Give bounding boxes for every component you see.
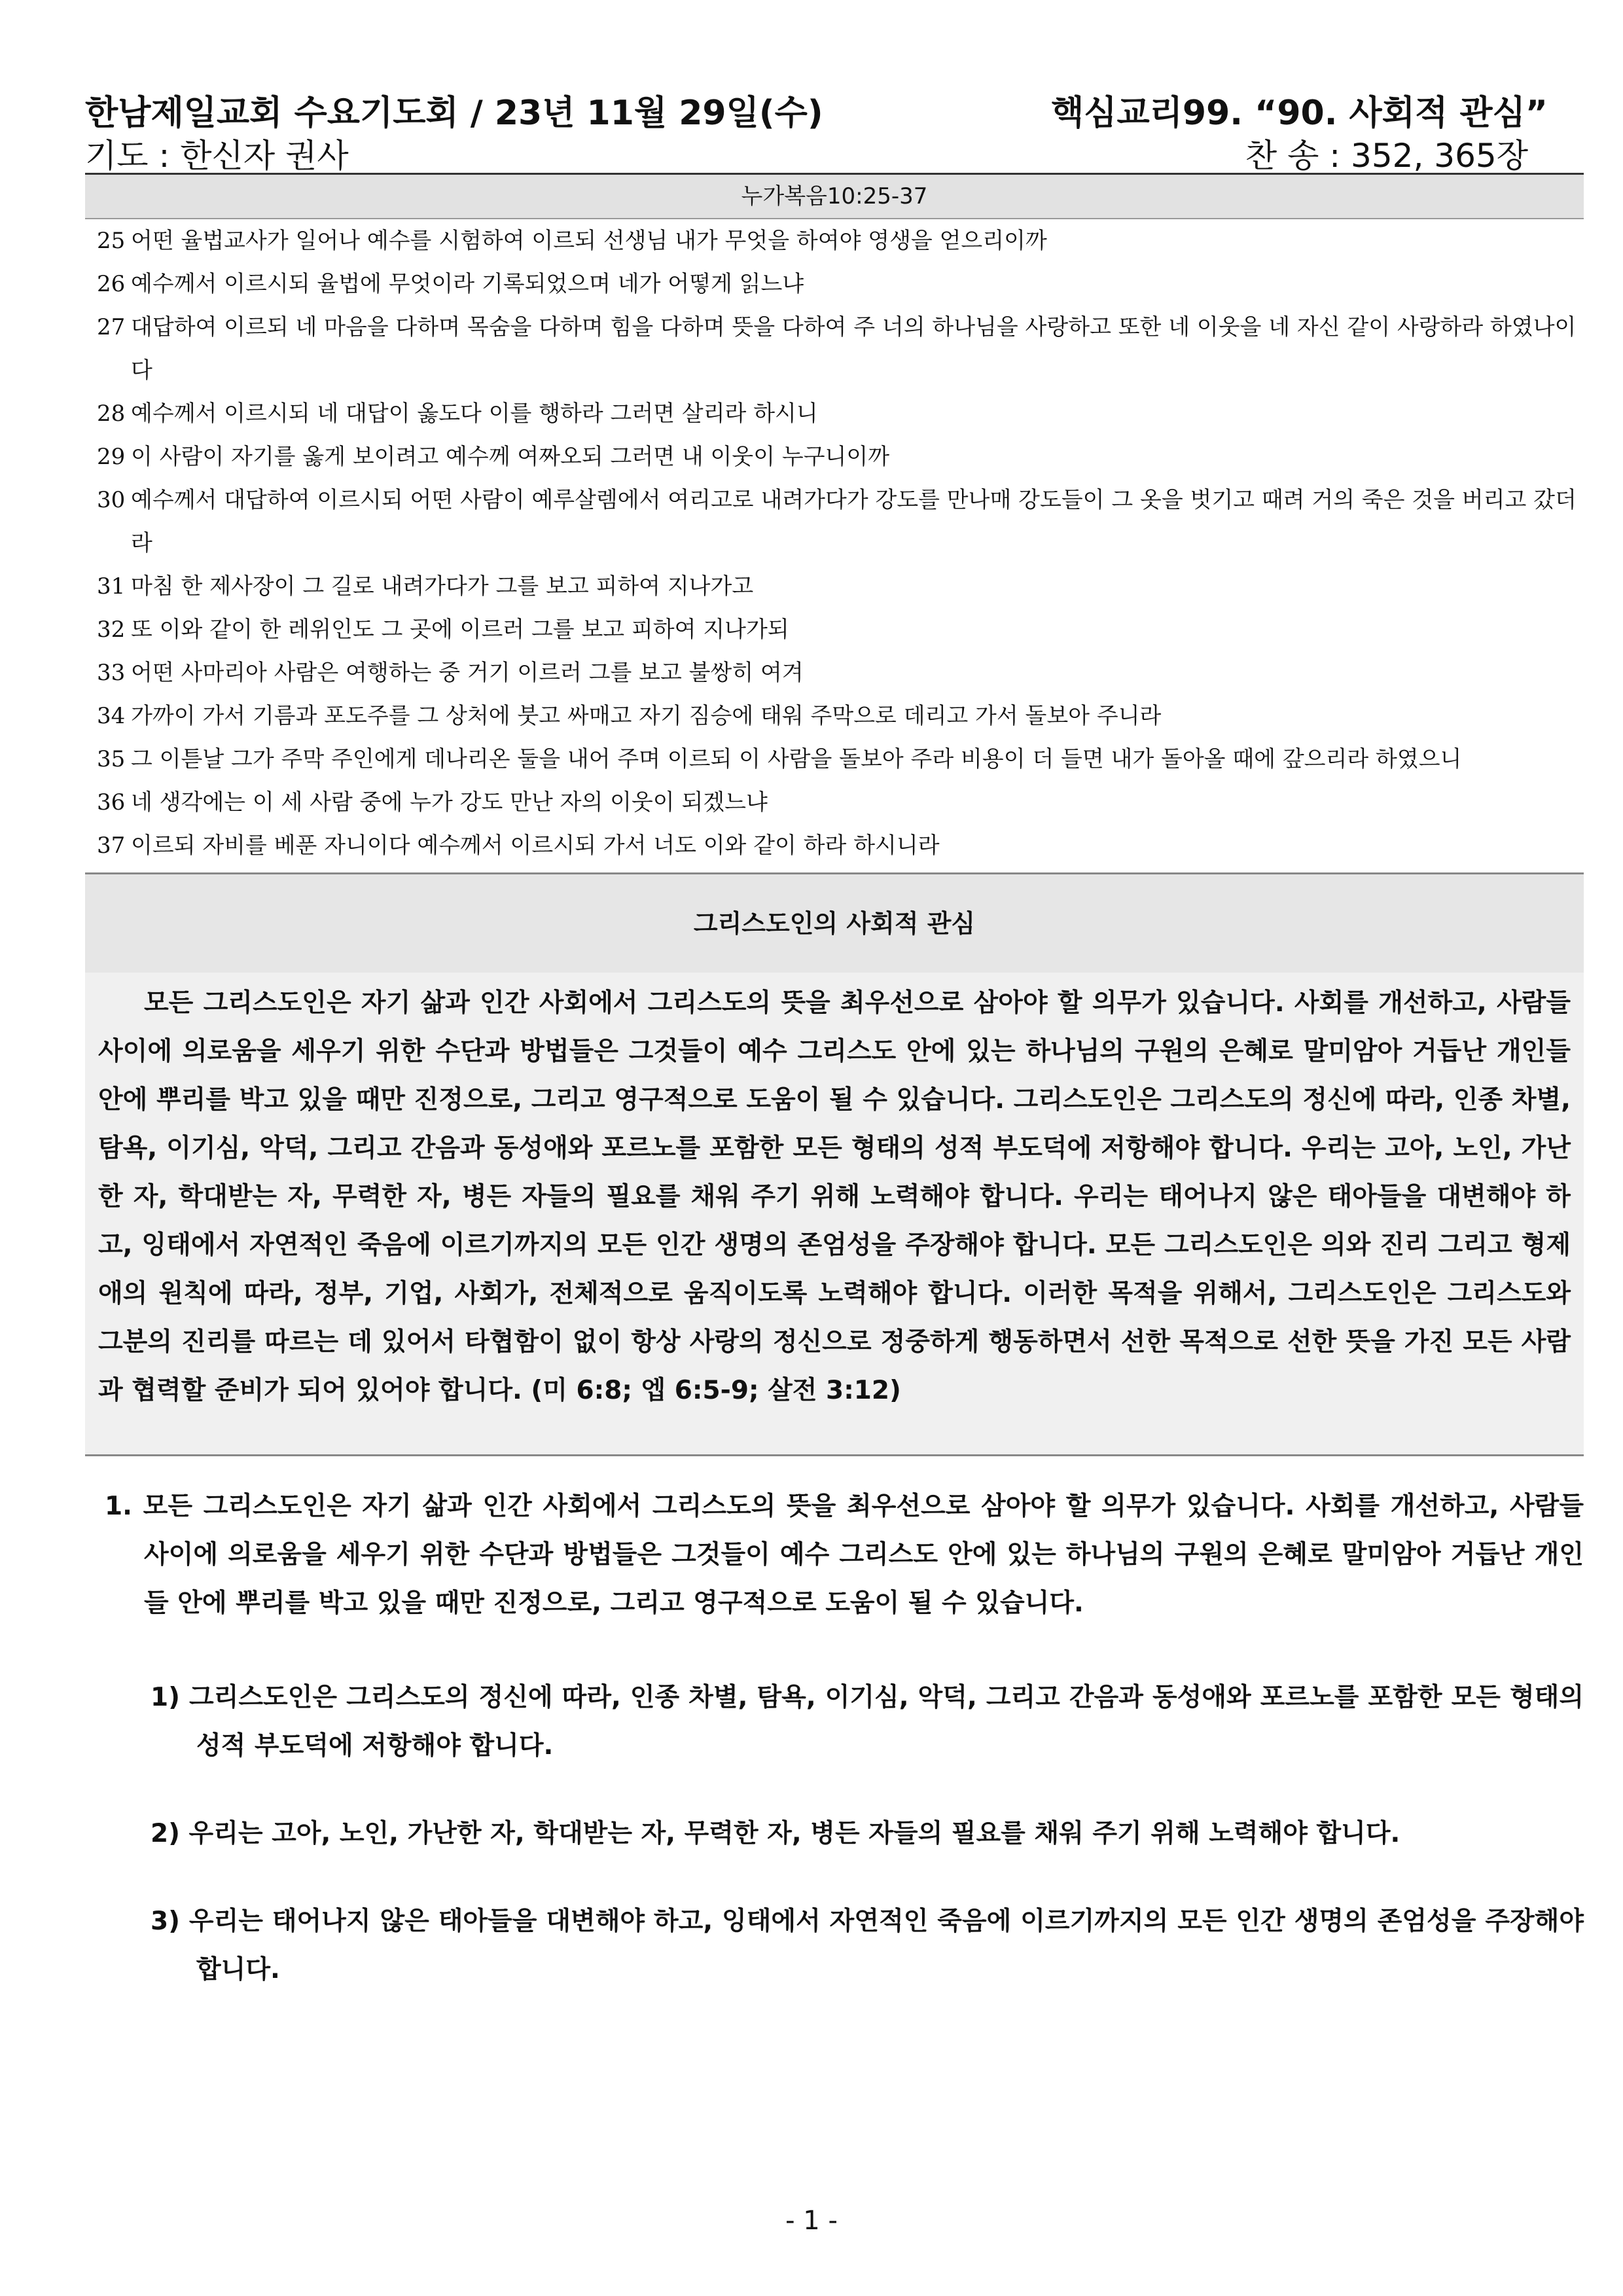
verse	[97, 824, 1584, 867]
verse-number: 28	[97, 401, 126, 427]
section-title: 그리스도인의 사회적 관심	[85, 872, 1584, 973]
verse-text: 이 사람이 자기를 옳게 보이려고 예수께 여짜오되 그러면 내 이웃이 누구니이까	[131, 444, 890, 470]
verse-text: 이르되 자비를 베푼 자니이다 예수께서 이르시되 가서 너도 이와 같이 하라 하시니라	[131, 833, 940, 859]
verse-number: 36	[97, 789, 126, 816]
verse-text: 어떤 율법교사가 일어나 예수를 시험하여 이르되 선생님 내가 무엇을 하여야 영생을 얻으리이까	[131, 228, 1047, 254]
verse	[97, 219, 1584, 262]
verse-text: 또 이와 같이 한 레위인도 그 곳에 이르러 그를 보고 피하여 지나가되	[131, 617, 789, 643]
verse-text: 예수께서 이르시되 율법에 무엇이라 기록되었으며 네가 어떻게 읽느냐	[131, 271, 804, 297]
section-body: 모든 그리스도인은 자기 삶과 인간 사회에서 그리스도의 뜻을 최우선으로 삼아야 할 의무가 있습니다. 사회를 개선하고, 사람들 사이에 의로움을 세우기 위한 수단과 방법들은 그것들이 예수 그리스도 안에 있는 하나님의 구원의 은혜로 말미암아 거듭난 개인들 안에 뿌리를 박고 있을 때만 진정으로, 그리고 영구적으로 도움이 될 수 있습니다. 그리스도인은 그리스도의 정신에 따라, 인종 차별, 탐욕, 이기심, 악덕, 그리고 간음과 동성애와 포르노를 포함한 모든 형태의 성적 부도덕에 저항해야 합니다. 우리는 고아, 노인, 가난한 자, 학대받는 자, 무력한 자, 병든 자들의 필요를 채워 주기 위해 노력해야 합니다. 우리는 태어나지 않은 태아들을 대변해야 하고, 잉태에서 자연적인 죽음에 이르기까지의 모든 인간 생명의 존엄성을 주장해야 합니다. 모든 그리스도인은 의와 진리 그리고 형제애의 원칙에 따라, 정부, 기업, 사회가, 전체적으로 움직이도록 노력해야 합니다. 이러한 목적을 위해서, 그리스도인은 그리스도와 그분의 진리를 따르는 데 있어서 타협함이 없이 항상 사랑의 정신으로 정중하게 행동하면서 선한 목적으로 선한 뜻을 가진 모든 사람과 협력할 준비가 되어 있어야 합니다. (미 6:8; 엡 6:5-9; 살전 3:12)	[85, 973, 1584, 1456]
verse-number: 33	[97, 660, 126, 686]
hymn-numbers: 찬 송 : 352, 365장	[1245, 137, 1528, 175]
outline-subitem	[85, 1897, 1584, 1994]
verse-text: 예수께서 대답하여 이르시되 어떤 사람이 예루살렘에서 여리고로 내려가다가 강도를 만나매 강도들이 그 옷을 벗기고 때려 거의 죽은 것을 버리고 갔더라	[131, 487, 1577, 556]
outline-item	[85, 1482, 1584, 1628]
outline-subitem-number: 2)	[151, 1819, 180, 1848]
verse-number: 26	[97, 271, 126, 297]
verse	[97, 306, 1584, 392]
outline-subitem-text: 우리는 태어나지 않은 태아들을 대변해야 하고, 잉태에서 자연적인 죽음에 이르기까지의 모든 인간 생명의 존엄성을 주장해야 합니다.	[188, 1907, 1584, 1984]
verse	[97, 478, 1584, 565]
verse-text: 예수께서 이르시되 네 대답이 옳도다 이를 행하라 그러면 살리라 하시니	[131, 401, 818, 427]
doctrine-title: 핵심교리99. “90. 사회적 관심”	[1051, 94, 1548, 133]
outline-subitem-text: 그리스도인은 그리스도의 정신에 따라, 인종 차별, 탐욕, 이기심, 악덕, 그리고 간음과 동성애와 포르노를 포함한 모든 형태의 성적 부도덕에 저항해야 합니다.	[189, 1683, 1584, 1761]
verse	[97, 781, 1584, 824]
verse-text: 그 이튿날 그가 주막 주인에게 데나리온 둘을 내어 주며 이르되 이 사람을 돌보아 주라 비용이 더 들면 내가 돌아올 때에 갚으리라 하였으니	[131, 746, 1462, 772]
verse-text: 네 생각에는 이 세 사람 중에 누가 강도 만난 자의 이웃이 되겠느냐	[131, 789, 768, 816]
verse	[97, 738, 1584, 781]
verse	[97, 694, 1584, 738]
verse	[97, 392, 1584, 435]
page-number: - 1 -	[785, 2206, 838, 2236]
outline-subitem-number: 3)	[151, 1907, 180, 1936]
verse-text: 어떤 사마리아 사람은 여행하는 중 거기 이르러 그를 보고 불쌍히 여겨	[131, 660, 804, 686]
prayer-leader: 기도 : 한신자 권사	[85, 137, 349, 175]
verse-number: 32	[97, 617, 126, 643]
outline-subitem	[85, 1810, 1584, 1858]
document-page	[85, 85, 1584, 1994]
header-title-row	[85, 85, 1584, 132]
verse-number: 27	[97, 314, 126, 340]
verse	[97, 608, 1584, 651]
verse	[97, 651, 1584, 694]
verse	[97, 565, 1584, 608]
verse-number: 35	[97, 746, 126, 772]
verse-text: 가까이 가서 기름과 포도주를 그 상처에 붓고 싸매고 자기 짐승에 태워 주막으로 데리고 가서 돌보아 주니라	[131, 703, 1162, 729]
verse	[97, 262, 1584, 306]
verse-number: 25	[97, 228, 126, 254]
scripture-verses	[85, 219, 1584, 867]
outline-item-text: 모든 그리스도인은 자기 삶과 인간 사회에서 그리스도의 뜻을 최우선으로 삼아야 할 의무가 있습니다. 사회를 개선하고, 사람들 사이에 의로움을 세우기 위한 수단과 방법들은 그것들이 예수 그리스도 안에 있는 하나님의 구원의 은혜로 말미암아 거듭난 개인들 안에 뿌리를 박고 있을 때만 진정으로, 그리고 영구적으로 도움이 될 수 있습니다.	[143, 1492, 1584, 1618]
verse	[97, 435, 1584, 478]
verse-number: 37	[97, 833, 126, 859]
service-title: 한남제일교회 수요기도회 / 23년 11월 29일(수)	[85, 94, 823, 133]
outline-subitem-text: 우리는 고아, 노인, 가난한 자, 학대받는 자, 무력한 자, 병든 자들의 필요를 채워 주기 위해 노력해야 합니다.	[188, 1819, 1400, 1848]
outline-subitem	[85, 1674, 1584, 1770]
outline-item-number: 1.	[105, 1492, 132, 1521]
verse-number: 29	[97, 444, 126, 470]
verse-number: 30	[97, 487, 126, 513]
scripture-reference: 누가복음10:25-37	[85, 175, 1584, 219]
outline	[85, 1456, 1584, 1994]
header-info-row	[85, 132, 1584, 175]
outline-subitem-number: 1)	[151, 1683, 180, 1712]
verse-number: 31	[97, 573, 126, 600]
verse-number: 34	[97, 703, 126, 729]
verse-text: 마침 한 제사장이 그 길로 내려가다가 그를 보고 피하여 지나가고	[131, 573, 754, 600]
verse-text: 대답하여 이르되 네 마음을 다하며 목숨을 다하며 힘을 다하며 뜻을 다하여 주 너의 하나님을 사랑하고 또한 네 이웃을 네 자신 같이 사랑하라 하였나이다	[131, 314, 1577, 384]
